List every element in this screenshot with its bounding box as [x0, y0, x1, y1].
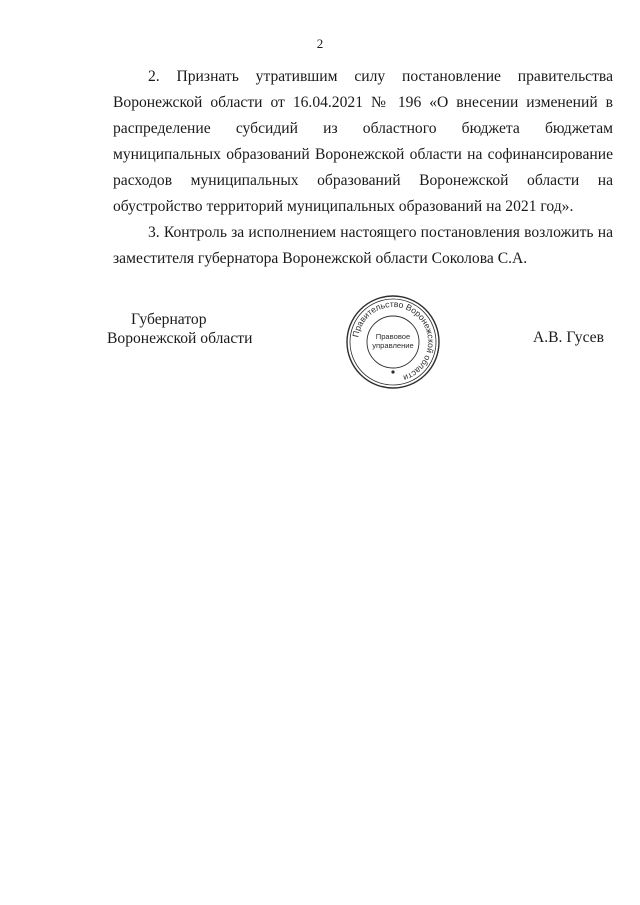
stamp-dot [391, 370, 394, 373]
stamp-ring-text: Правительство Воронежской области [350, 298, 437, 384]
stamp-center-line2: управление [372, 341, 414, 350]
signatory-name: А.В. Гусев [533, 329, 604, 346]
document-body [113, 64, 613, 272]
paragraph-2: 2. Признать утратившим силу постановление правительства Воронежской области от 16.04.2021 № 196 «О внесении изменений в распределение субсидий из областного бюджета бюджетам муниципальных образований Воронежской области на софинансирование расходов муниципальных образований Воронежской области на обустройство территорий муниципальных образований на 2021 год». [113, 68, 613, 215]
stamp-center-line1: Правовое [375, 332, 411, 341]
paragraph-3: 3. Контроль за исполнением настоящего постановления возложить на заместителя губернатора Воронежской области Соколова С.А. [113, 224, 613, 267]
stamp-seal-icon [343, 292, 443, 392]
signatory-title: Губернатор [131, 311, 207, 328]
signatory-region: Воронежской области [107, 330, 253, 347]
signature-block [107, 310, 252, 348]
page-number: 2 [316, 36, 324, 51]
